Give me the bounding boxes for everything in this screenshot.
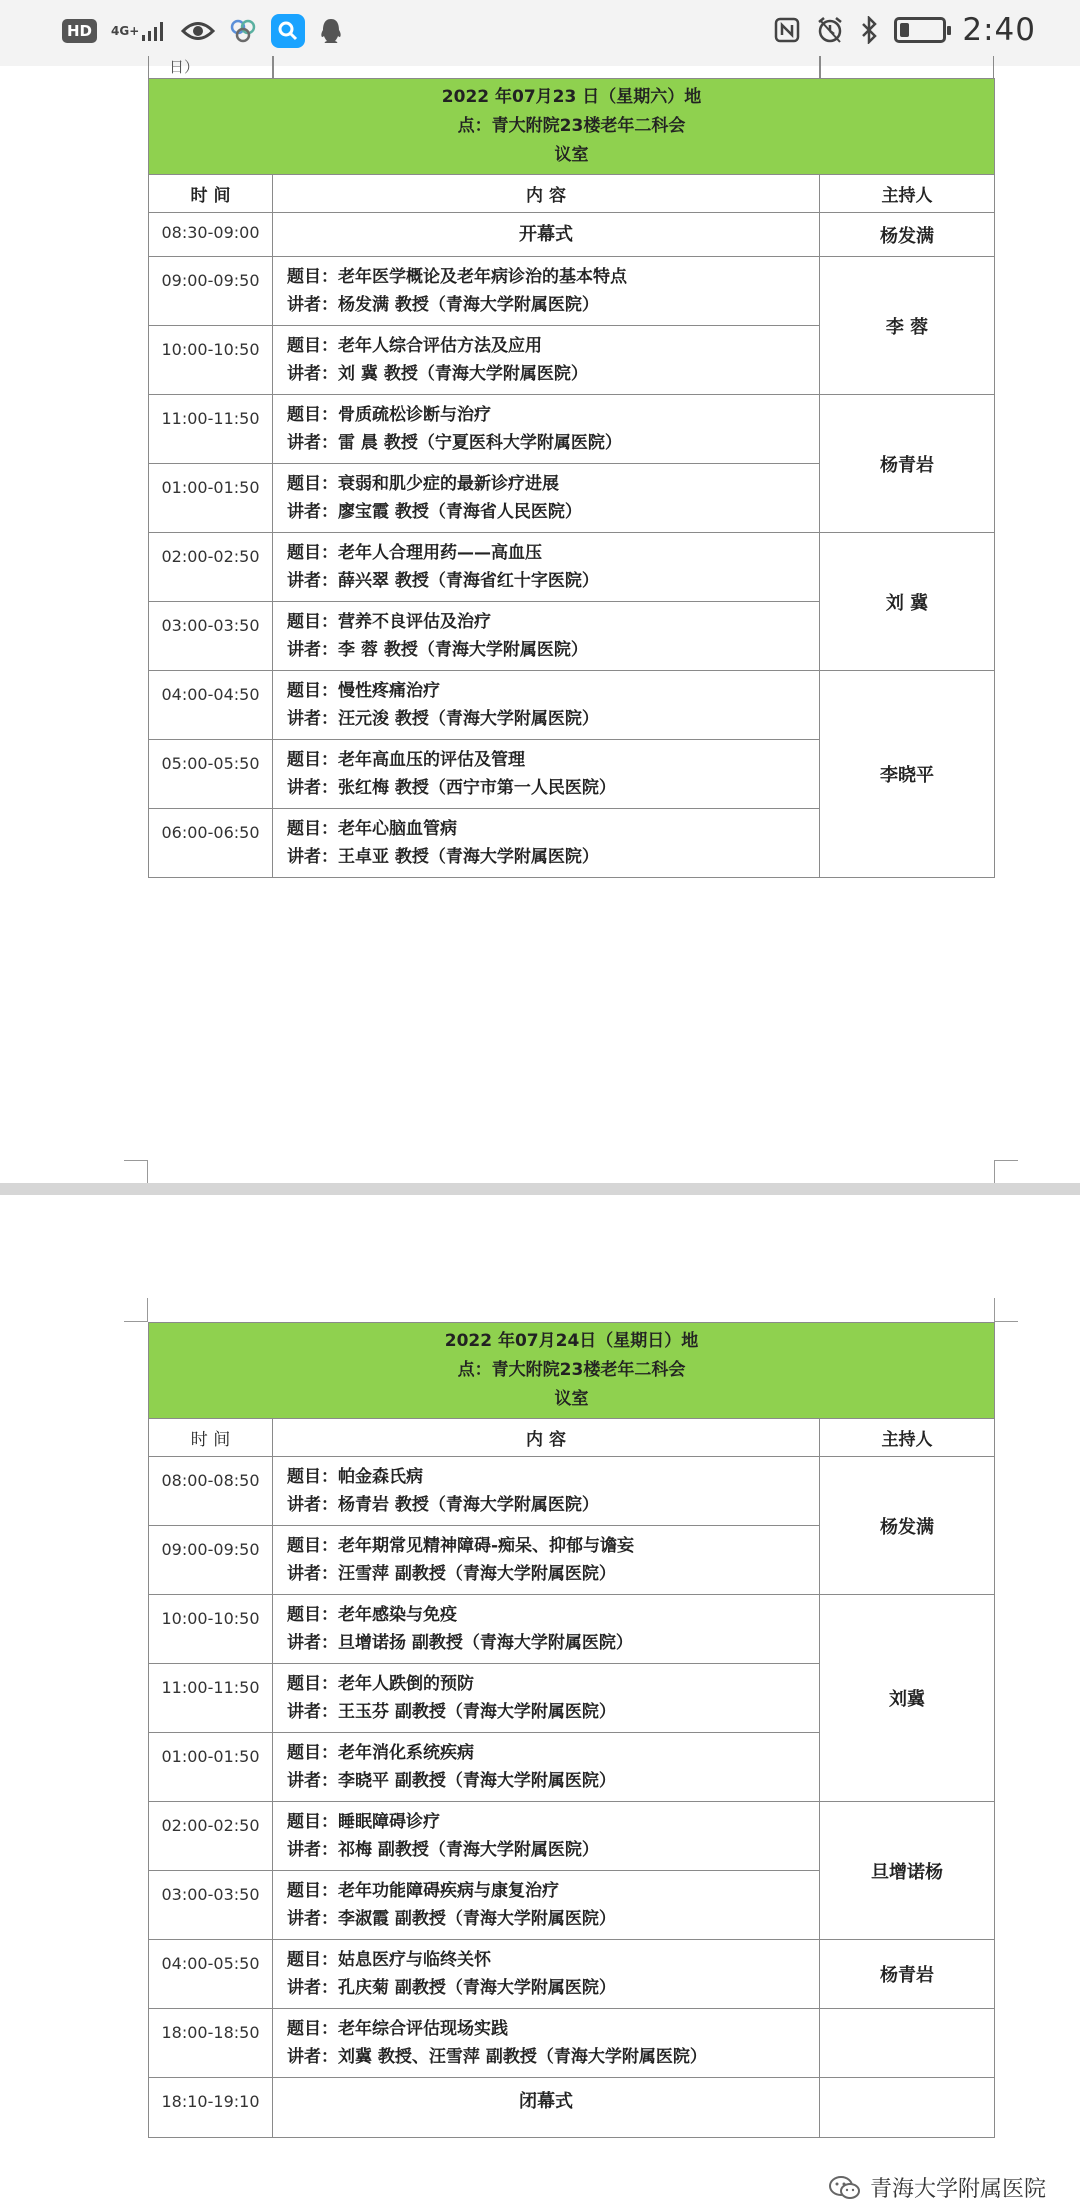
session-time: 18:10-19:10 (149, 2078, 273, 2138)
session-time: 11:00-11:50 (149, 1664, 273, 1733)
header-row (149, 175, 995, 213)
header-content: 内 容 (273, 1419, 820, 1457)
crop-mark (994, 1160, 1018, 1184)
session-time: 11:00-11:50 (149, 395, 273, 464)
session-speaker: 讲者：王玉芬 副教授（青海大学附属医院） (287, 1702, 616, 1722)
signal-icon: 4G+ (111, 19, 167, 43)
search-app-icon (271, 14, 305, 48)
header-row (149, 1419, 995, 1457)
session-host: 杨发满 (820, 213, 995, 257)
session-content (273, 464, 820, 533)
crop-mark (124, 1160, 148, 1184)
session-content (273, 1802, 820, 1871)
session-topic: 题目：睡眠障碍诊疗 (287, 1812, 440, 1832)
schedule-table-day1 (148, 78, 995, 878)
header-content: 内 容 (273, 175, 820, 213)
session-time: 06:00-06:50 (149, 809, 273, 878)
session-content (273, 671, 820, 740)
session-topic: 题目：老年综合评估现场实践 (287, 2019, 508, 2039)
session-topic: 题目：慢性疼痛治疗 (287, 681, 440, 701)
session-speaker: 讲者：杨发满 教授（青海大学附属医院） (287, 295, 599, 315)
session-speaker: 讲者：李淑霞 副教授（青海大学附属医院） (287, 1909, 616, 1929)
header-host: 主持人 (820, 1419, 995, 1457)
session-speaker: 讲者：李晓平 副教授（青海大学附属医院） (287, 1771, 616, 1791)
schedule-table-day2 (148, 1322, 995, 2138)
session-content (273, 740, 820, 809)
session-content (273, 395, 820, 464)
session-content (273, 326, 820, 395)
wechat-watermark (828, 2172, 1046, 2203)
table-row (149, 671, 995, 740)
session-speaker: 讲者：王卓亚 教授（青海大学附属医院） (287, 847, 599, 867)
table-row (149, 2009, 995, 2078)
eye-icon (181, 20, 215, 42)
hd-badge: HD (62, 19, 97, 43)
header-host: 主持人 (820, 175, 995, 213)
session-speaker: 讲者：祁梅 副教授（青海大学附属医院） (287, 1840, 599, 1860)
session-topic: 题目：老年心脑血管病 (287, 819, 457, 839)
table-row (149, 1940, 995, 2009)
session-host: 刘 冀 (820, 533, 995, 671)
session-host-empty (820, 2009, 995, 2078)
session-topic: 题目：营养不良评估及治疗 (287, 612, 491, 632)
table-row (149, 395, 995, 464)
session-time: 04:00-04:50 (149, 671, 273, 740)
session-speaker: 讲者：杨青岩 教授（青海大学附属医院） (287, 1495, 599, 1515)
table-row (149, 257, 995, 326)
session-topic: 题目：老年高血压的评估及管理 (287, 750, 525, 770)
session-speaker: 讲者：汪元浚 教授（青海大学附属医院） (287, 709, 599, 729)
alarm-icon (816, 16, 844, 44)
session-time: 03:00-03:50 (149, 602, 273, 671)
table-row (149, 1802, 995, 1871)
table-row (149, 533, 995, 602)
session-time: 04:00-05:50 (149, 1940, 273, 2009)
session-speaker: 讲者：张红梅 教授（西宁市第一人民医院） (287, 778, 616, 798)
cut-cell-text: 日） (169, 58, 200, 76)
session-topic: 题目：老年医学概论及老年病诊治的基本特点 (287, 267, 627, 287)
session-topic: 题目：老年人合理用药——高血压 (287, 543, 542, 563)
session-topic: 题目：老年功能障碍疾病与康复治疗 (287, 1881, 559, 1901)
session-content (273, 1457, 820, 1526)
session-content (273, 1526, 820, 1595)
session-content (273, 1940, 820, 2009)
session-speaker: 讲者：旦增诺扬 副教授（青海大学附属医院） (287, 1633, 633, 1653)
banner-line: 议室 (554, 1389, 589, 1409)
session-time: 10:00-10:50 (149, 1595, 273, 1664)
session-speaker: 讲者：刘冀 教授、汪雪萍 副教授（青海大学附属医院） (287, 2047, 707, 2067)
session-speaker: 讲者：薛兴翠 教授（青海省红十字医院） (287, 571, 599, 591)
session-time: 01:00-01:50 (149, 464, 273, 533)
session-content (273, 602, 820, 671)
banner-line: 点：青大附院23楼老年二科会 (457, 1360, 686, 1380)
session-topic: 题目：骨质疏松诊断与治疗 (287, 405, 491, 425)
session-time: 03:00-03:50 (149, 1871, 273, 1940)
session-speaker: 讲者：雷 晨 教授（宁夏医科大学附属医院） (287, 433, 622, 453)
session-content (273, 257, 820, 326)
closing-row (149, 2078, 995, 2138)
session-speaker: 讲者：李 蓉 教授（青海大学附属医院） (287, 640, 588, 660)
session-time: 09:00-09:50 (149, 1526, 273, 1595)
session-speaker: 讲者：刘 冀 教授（青海大学附属医院） (287, 364, 588, 384)
app-icon (229, 18, 257, 44)
header-time: 时 间 (149, 175, 273, 213)
opening-row (149, 213, 995, 257)
session-speaker: 讲者：汪雪萍 副教授（青海大学附属医院） (287, 1564, 616, 1584)
session-topic: 题目：衰弱和肌少症的最新诊疗进展 (287, 474, 559, 494)
session-host-empty (820, 2078, 995, 2138)
session-host: 李 蓉 (820, 257, 995, 395)
status-right (774, 12, 1036, 48)
session-topic: 题目：老年人综合评估方法及应用 (287, 336, 542, 356)
session-content (273, 533, 820, 602)
session-time: 02:00-02:50 (149, 533, 273, 602)
session-topic: 题目：老年期常见精神障碍-痴呆、抑郁与谵妄 (287, 1536, 635, 1556)
nfc-icon (774, 17, 800, 43)
session-content (273, 1871, 820, 1940)
session-topic: 题目：帕金森氏病 (287, 1467, 423, 1487)
watermark-text: 青海大学附属医院 (869, 2177, 1046, 2202)
qq-icon (319, 17, 343, 45)
wechat-icon (828, 2175, 862, 2201)
battery-icon (894, 17, 946, 43)
table-row (149, 1457, 995, 1526)
session-time: 05:00-05:50 (149, 740, 273, 809)
date-banner-row (149, 1323, 995, 1419)
session-content (273, 2009, 820, 2078)
session-time: 18:00-18:50 (149, 2009, 273, 2078)
crop-mark (124, 1298, 148, 1322)
session-time: 09:00-09:50 (149, 257, 273, 326)
session-host: 刘冀 (820, 1595, 995, 1802)
table-row (149, 1595, 995, 1664)
session-time: 02:00-02:50 (149, 1802, 273, 1871)
session-content (273, 809, 820, 878)
closing-ceremony: 闭幕式 (273, 2078, 820, 2138)
session-topic: 题目：姑息医疗与临终关怀 (287, 1950, 491, 1970)
session-host: 杨青岩 (820, 395, 995, 533)
session-host: 杨发满 (820, 1457, 995, 1595)
crop-mark (994, 1298, 1018, 1322)
session-time: 08:30-09:00 (149, 213, 273, 257)
session-topic: 题目：老年消化系统疾病 (287, 1743, 474, 1763)
banner-line: 2022 年07月23 日（星期六）地 (441, 87, 702, 107)
session-time: 01:00-01:50 (149, 1733, 273, 1802)
session-content (273, 1664, 820, 1733)
session-content (273, 1595, 820, 1664)
status-left (62, 14, 343, 48)
session-time: 08:00-08:50 (149, 1457, 273, 1526)
previous-table-fragment (148, 56, 994, 78)
status-clock: 2:40 (962, 12, 1036, 48)
session-topic: 题目：老年感染与免疫 (287, 1605, 457, 1625)
session-topic: 题目：老年人跌倒的预防 (287, 1674, 474, 1694)
header-time: 时 间 (149, 1419, 273, 1457)
date-banner-row (149, 79, 995, 175)
session-host: 李晓平 (820, 671, 995, 878)
page-separator (0, 1183, 1080, 1195)
session-speaker: 讲者：孔庆菊 副教授（青海大学附属医院） (287, 1978, 616, 1998)
session-host: 旦增诺杨 (820, 1802, 995, 1940)
banner-line: 议室 (554, 145, 589, 165)
session-content (273, 1733, 820, 1802)
bluetooth-icon (860, 16, 878, 44)
session-time: 10:00-10:50 (149, 326, 273, 395)
session-host: 杨青岩 (820, 1940, 995, 2009)
banner-line: 2022 年07月24日（星期日）地 (444, 1331, 699, 1351)
banner-line: 点：青大附院23楼老年二科会 (457, 116, 686, 136)
session-speaker: 讲者：廖宝霞 教授（青海省人民医院） (287, 502, 582, 522)
opening-ceremony: 开幕式 (273, 213, 820, 257)
